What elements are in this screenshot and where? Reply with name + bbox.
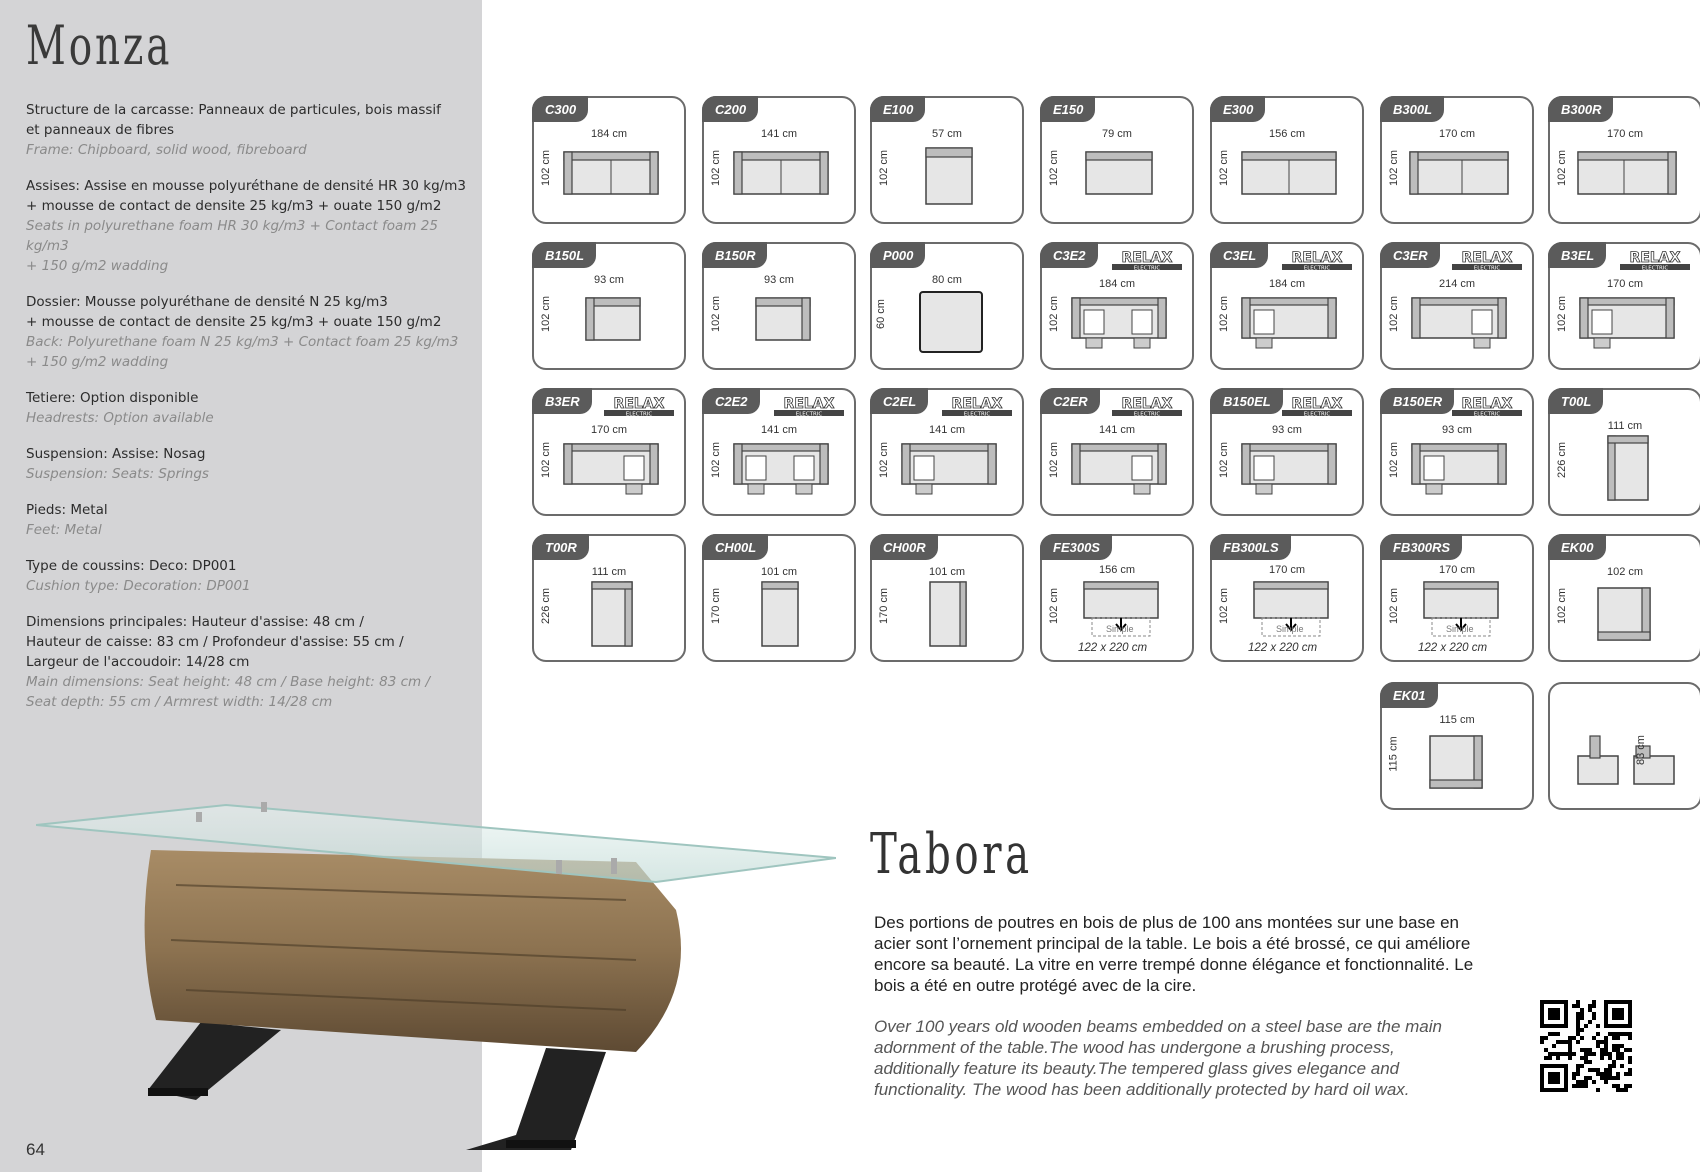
relax-electric-logo — [772, 394, 846, 418]
module-card — [532, 534, 686, 662]
product-title: Tabora — [870, 822, 1033, 887]
module-card — [1210, 534, 1364, 662]
module-code: C2E2 — [702, 388, 760, 414]
module-drawing — [726, 286, 836, 361]
spec-fr: Structure de la carcasse: Panneaux de particules, bois massif et panneaux de fibres — [26, 102, 441, 138]
module-card — [1040, 388, 1194, 516]
module-depth: 60 cm — [874, 299, 887, 329]
module-code: C2EL — [870, 388, 928, 414]
module-code: EK01 — [1380, 682, 1438, 708]
module-depth: 83 cm — [1634, 735, 1647, 765]
module-card — [1548, 534, 1700, 662]
spec-item — [26, 612, 466, 712]
module-depth: 102 cm — [1048, 295, 1061, 333]
simple-label: Simple — [1106, 624, 1134, 634]
module-card — [702, 242, 856, 370]
spec-fr: Suspension: Assise: Nosag — [26, 446, 206, 462]
spec-en: Main dimensions: Seat height: 48 cm / Base height: 83 cm / Seat depth: 55 cm / Armrest width: 14/28 cm — [26, 674, 431, 710]
module-card — [532, 242, 686, 370]
module-code: C3ER — [1380, 242, 1440, 268]
module-drawing — [1064, 436, 1174, 511]
module-card — [702, 534, 856, 662]
svg-text:ELECTRIC: ELECTRIC — [1473, 265, 1501, 272]
spec-en: Cushion type: Decoration: DP001 — [26, 578, 251, 594]
module-diagram — [894, 140, 1004, 210]
spec-item — [26, 100, 466, 160]
module-code: C300 — [532, 96, 588, 122]
module-code: C200 — [702, 96, 758, 122]
module-depth: 102 cm — [1218, 295, 1231, 333]
module-diagram — [1064, 436, 1174, 506]
relax-electric-logo — [1618, 248, 1692, 272]
module-width: 93 cm — [1272, 424, 1302, 436]
module-width: 170 cm — [1438, 564, 1476, 576]
module-depth: 102 cm — [878, 149, 891, 187]
product-description-fr: Des portions de poutres en bois de plus de 100 ans montées sur une base en acier sont l’ornement principal de la table. Le bois a été brossé, ce qui améliore encore sa beauté. La vitre en verre trempé donne élégance et fonctionnalité. Le bois a été en outre protégé avec de la cire. — [874, 913, 1474, 995]
module-diagram — [1064, 578, 1174, 648]
module-width: 93 cm — [764, 274, 794, 286]
module-width: 170 cm — [1606, 278, 1644, 290]
module-drawing — [1572, 432, 1682, 507]
module-code: C2ER — [1040, 388, 1100, 414]
module-depth: 102 cm — [710, 295, 723, 333]
spec-fr: Dimensions principales: Hauteur d'assise: 48 cm / Hauteur de caisse: 83 cm / Profondeur d'assise: 55 cm / Largeur de l'accoudoir: 14/28 cm — [26, 614, 404, 670]
svg-text:RELAX: RELAX — [1291, 396, 1343, 412]
module-diagram — [556, 286, 666, 356]
spec-item — [26, 444, 466, 484]
module-diagram — [1234, 140, 1344, 210]
spec-fr: Pieds: Metal — [26, 502, 108, 518]
relax-electric-logo — [602, 394, 676, 418]
svg-text:ELECTRIC: ELECTRIC — [1303, 411, 1331, 418]
module-width: 184 cm — [590, 128, 628, 140]
module-diagram — [1572, 578, 1682, 648]
module-code: B150L — [532, 242, 596, 268]
module-diagram — [1572, 290, 1682, 360]
spec-item — [26, 388, 466, 428]
module-depth: 102 cm — [1218, 441, 1231, 479]
module-width: 102 cm — [1606, 566, 1644, 578]
module-depth: 102 cm — [1048, 441, 1061, 479]
module-card — [1380, 96, 1534, 224]
module-width: 141 cm — [760, 424, 798, 436]
module-depth: 102 cm — [710, 441, 723, 479]
module-diagram — [894, 578, 1004, 648]
module-diagram — [894, 436, 1004, 506]
svg-text:RELAX: RELAX — [1629, 250, 1681, 266]
module-depth: 102 cm — [1556, 587, 1569, 625]
module-card — [1548, 242, 1700, 370]
module-code: B150ER — [1380, 388, 1454, 414]
module-drawing — [894, 140, 1004, 215]
spec-en: Seats in polyurethane foam HR 30 kg/m3 + Contact foam 25 kg/m3 + 150 g/m2 wadding — [26, 218, 438, 274]
bed-size: 122 x 220 cm — [1418, 642, 1488, 654]
module-depth: 102 cm — [1218, 587, 1231, 625]
module-code: C3EL — [1210, 242, 1268, 268]
module-card — [870, 96, 1024, 224]
module-card — [1040, 242, 1194, 370]
svg-text:RELAX: RELAX — [783, 396, 835, 412]
module-drawing — [556, 286, 666, 361]
module-width: 170 cm — [590, 424, 628, 436]
module-drawing — [894, 286, 1004, 361]
svg-text:ELECTRIC: ELECTRIC — [1641, 265, 1669, 272]
module-card — [1380, 534, 1534, 662]
module-code: CH00L — [702, 534, 768, 560]
spec-en: Feet: Metal — [26, 522, 102, 538]
module-code: CH00R — [870, 534, 938, 560]
module-card — [1040, 96, 1194, 224]
module-width: 184 cm — [1098, 278, 1136, 290]
relax-electric-logo — [1450, 394, 1524, 418]
spec-item — [26, 556, 466, 596]
module-width: 79 cm — [1102, 128, 1132, 140]
relax-electric-logo — [1280, 248, 1354, 272]
spec-fr: Type de coussins: Deco: DP001 — [26, 558, 237, 574]
module-width: 57 cm — [932, 128, 962, 140]
module-drawing — [1572, 140, 1682, 215]
module-diagram — [1404, 290, 1514, 360]
module-depth: 102 cm — [1388, 295, 1401, 333]
relax-electric-logo — [1280, 394, 1354, 418]
svg-text:ELECTRIC: ELECTRIC — [795, 411, 823, 418]
spec-en: Suspension: Seats: Springs — [26, 466, 209, 482]
module-drawing — [1404, 726, 1514, 801]
table-photo — [36, 790, 836, 1160]
svg-text:ELECTRIC: ELECTRIC — [625, 411, 653, 418]
module-code: T00L — [1548, 388, 1603, 414]
module-drawing — [1572, 290, 1682, 365]
module-code: FB300RS — [1380, 534, 1462, 560]
simple-label: Simple — [1446, 624, 1474, 634]
module-diagram — [894, 286, 1004, 356]
module-width: 80 cm — [932, 274, 962, 286]
page-number: 64 — [26, 1140, 45, 1159]
svg-text:RELAX: RELAX — [1121, 250, 1173, 266]
module-code: E300 — [1210, 96, 1265, 122]
module-diagram — [1404, 140, 1514, 210]
module-card — [702, 96, 856, 224]
spec-fr: Assises: Assise en mousse polyuréthane de densité HR 30 kg/m3 + mousse de contact de densite 25 kg/m3 + ouate 150 g/m2 — [26, 178, 466, 214]
module-drawing — [1234, 436, 1344, 511]
simple-label: Simple — [1276, 624, 1304, 634]
module-diagram — [1404, 436, 1514, 506]
spec-en: Headrests: Option available — [26, 410, 214, 426]
svg-text:ELECTRIC: ELECTRIC — [1473, 411, 1501, 418]
spec-list — [26, 100, 466, 728]
module-drawing — [556, 436, 666, 511]
module-code: T00R — [532, 534, 589, 560]
module-diagram — [1234, 290, 1344, 360]
module-width: 101 cm — [760, 566, 798, 578]
module-depth: 102 cm — [540, 441, 553, 479]
spec-item — [26, 500, 466, 540]
module-diagram — [556, 436, 666, 506]
module-depth: 102 cm — [878, 441, 891, 479]
svg-text:ELECTRIC: ELECTRIC — [1303, 265, 1331, 272]
module-code: E150 — [1040, 96, 1095, 122]
module-card — [870, 242, 1024, 370]
module-width: 115 cm — [1439, 714, 1475, 726]
module-diagram — [1064, 140, 1174, 210]
module-width: 141 cm — [760, 128, 798, 140]
module-card — [1210, 96, 1364, 224]
module-depth: 102 cm — [1388, 149, 1401, 187]
module-drawing — [1572, 578, 1682, 653]
module-depth: 102 cm — [1048, 587, 1061, 625]
relax-electric-logo — [940, 394, 1014, 418]
module-depth: 102 cm — [1388, 587, 1401, 625]
module-card — [1040, 534, 1194, 662]
module-diagram — [1234, 578, 1344, 648]
module-card — [1380, 388, 1534, 516]
module-depth: 102 cm — [1556, 295, 1569, 333]
svg-text:ELECTRIC: ELECTRIC — [1133, 265, 1161, 272]
module-drawing — [1404, 436, 1514, 511]
module-depth: 226 cm — [1556, 441, 1569, 479]
module-diagram — [1572, 432, 1682, 502]
module-depth: 102 cm — [1048, 149, 1061, 187]
relax-electric-logo — [1110, 248, 1184, 272]
module-width: 111 cm — [1607, 420, 1643, 432]
module-depth: 102 cm — [1556, 149, 1569, 187]
module-width: 111 cm — [591, 566, 627, 578]
module-drawing — [1234, 290, 1344, 365]
module-diagram — [726, 578, 836, 648]
module-drawing — [726, 140, 836, 215]
module-code: B300L — [1380, 96, 1444, 122]
module-card — [1380, 242, 1534, 370]
module-depth: 170 cm — [878, 587, 891, 625]
module-diagram — [1404, 726, 1514, 796]
module-width: 101 cm — [928, 566, 966, 578]
module-card — [1548, 682, 1700, 810]
module-card — [870, 388, 1024, 516]
svg-text:RELAX: RELAX — [951, 396, 1003, 412]
module-code: FE300S — [1040, 534, 1112, 560]
module-width: 214 cm — [1438, 278, 1476, 290]
module-drawing — [556, 140, 666, 215]
module-diagram — [1404, 578, 1514, 648]
module-width: 156 cm — [1268, 128, 1306, 140]
module-depth: 102 cm — [710, 149, 723, 187]
module-width: 156 cm — [1098, 564, 1136, 576]
module-code: P000 — [870, 242, 925, 268]
svg-text:ELECTRIC: ELECTRIC — [963, 411, 991, 418]
module-depth: 170 cm — [710, 587, 723, 625]
module-drawing — [894, 436, 1004, 511]
module-diagram — [1572, 726, 1682, 796]
module-width: 93 cm — [594, 274, 624, 286]
spec-item — [26, 176, 466, 276]
module-diagram — [556, 140, 666, 210]
spec-fr: Dossier: Mousse polyuréthane de densité N 25 kg/m3 + mousse de contact de densite 25 kg/m3 + ouate 150 g/m2 — [26, 294, 442, 330]
module-card — [1548, 96, 1700, 224]
module-card — [870, 534, 1024, 662]
collection-title: Monza — [26, 14, 173, 77]
relax-electric-logo — [1110, 394, 1184, 418]
module-drawing — [1064, 140, 1174, 215]
spec-fr: Tetiere: Option disponible — [26, 390, 199, 406]
svg-text:RELAX: RELAX — [1121, 396, 1173, 412]
module-diagram — [726, 436, 836, 506]
module-code: B300R — [1548, 96, 1613, 122]
module-diagram — [1064, 290, 1174, 360]
module-card — [1548, 388, 1700, 516]
svg-text:ELECTRIC: ELECTRIC — [1133, 411, 1161, 418]
relax-electric-logo — [1450, 248, 1524, 272]
module-drawing — [894, 578, 1004, 653]
svg-text:RELAX: RELAX — [1291, 250, 1343, 266]
module-card — [532, 96, 686, 224]
module-diagram — [556, 578, 666, 648]
module-code: B3ER — [532, 388, 592, 414]
module-width: 184 cm — [1268, 278, 1306, 290]
spec-en: Back: Polyurethane foam N 25 kg/m3 + Contact foam 25 kg/m3 + 150 g/m2 wadding — [26, 334, 459, 370]
module-depth: 115 cm — [1387, 736, 1400, 772]
module-card — [702, 388, 856, 516]
module-card — [1210, 242, 1364, 370]
module-width: 170 cm — [1438, 128, 1476, 140]
svg-text:RELAX: RELAX — [1461, 396, 1513, 412]
module-depth: 102 cm — [1218, 149, 1231, 187]
module-drawing — [1404, 290, 1514, 365]
module-drawing — [1064, 290, 1174, 365]
module-code: FB300LS — [1210, 534, 1291, 560]
module-code: E100 — [870, 96, 925, 122]
bed-size: 122 x 220 cm — [1078, 642, 1148, 654]
module-width: 170 cm — [1268, 564, 1306, 576]
module-diagram — [726, 286, 836, 356]
svg-text:RELAX: RELAX — [1461, 250, 1513, 266]
module-code: B150R — [702, 242, 767, 268]
module-depth: 226 cm — [540, 587, 553, 625]
module-card — [1210, 388, 1364, 516]
bed-size: 122 x 220 cm — [1248, 642, 1318, 654]
module-diagram — [1234, 436, 1344, 506]
module-diagram — [726, 140, 836, 210]
module-width: 170 cm — [1606, 128, 1644, 140]
module-diagram — [1572, 140, 1682, 210]
module-code: B3EL — [1548, 242, 1606, 268]
qr-code — [1540, 1000, 1632, 1092]
module-drawing — [556, 578, 666, 653]
module-drawing — [1572, 726, 1682, 801]
module-code: B150EL — [1210, 388, 1283, 414]
spec-en: Frame: Chipboard, solid wood, fibreboard — [26, 142, 307, 158]
module-depth: 102 cm — [1388, 441, 1401, 479]
module-width: 93 cm — [1442, 424, 1472, 436]
module-drawing — [1404, 140, 1514, 215]
module-width: 141 cm — [1098, 424, 1136, 436]
svg-text:RELAX: RELAX — [613, 396, 665, 412]
product-description-en: Over 100 years old wooden beams embedded on a steel base are the main adornment of the table.The wood has undergone a brushing process, additionally feature its beauty.The tempered glass gives elegance and functionality. The wood has been additionally protected by hard oil wax. — [874, 1017, 1442, 1099]
module-width: 141 cm — [928, 424, 966, 436]
module-card — [1380, 682, 1534, 810]
module-depth: 102 cm — [540, 295, 553, 333]
module-code: C3E2 — [1040, 242, 1098, 268]
module-code: EK00 — [1548, 534, 1606, 560]
module-card — [532, 388, 686, 516]
module-drawing — [726, 436, 836, 511]
module-depth: 102 cm — [540, 149, 553, 187]
module-drawing — [1234, 140, 1344, 215]
spec-item — [26, 292, 466, 372]
module-drawing — [726, 578, 836, 653]
